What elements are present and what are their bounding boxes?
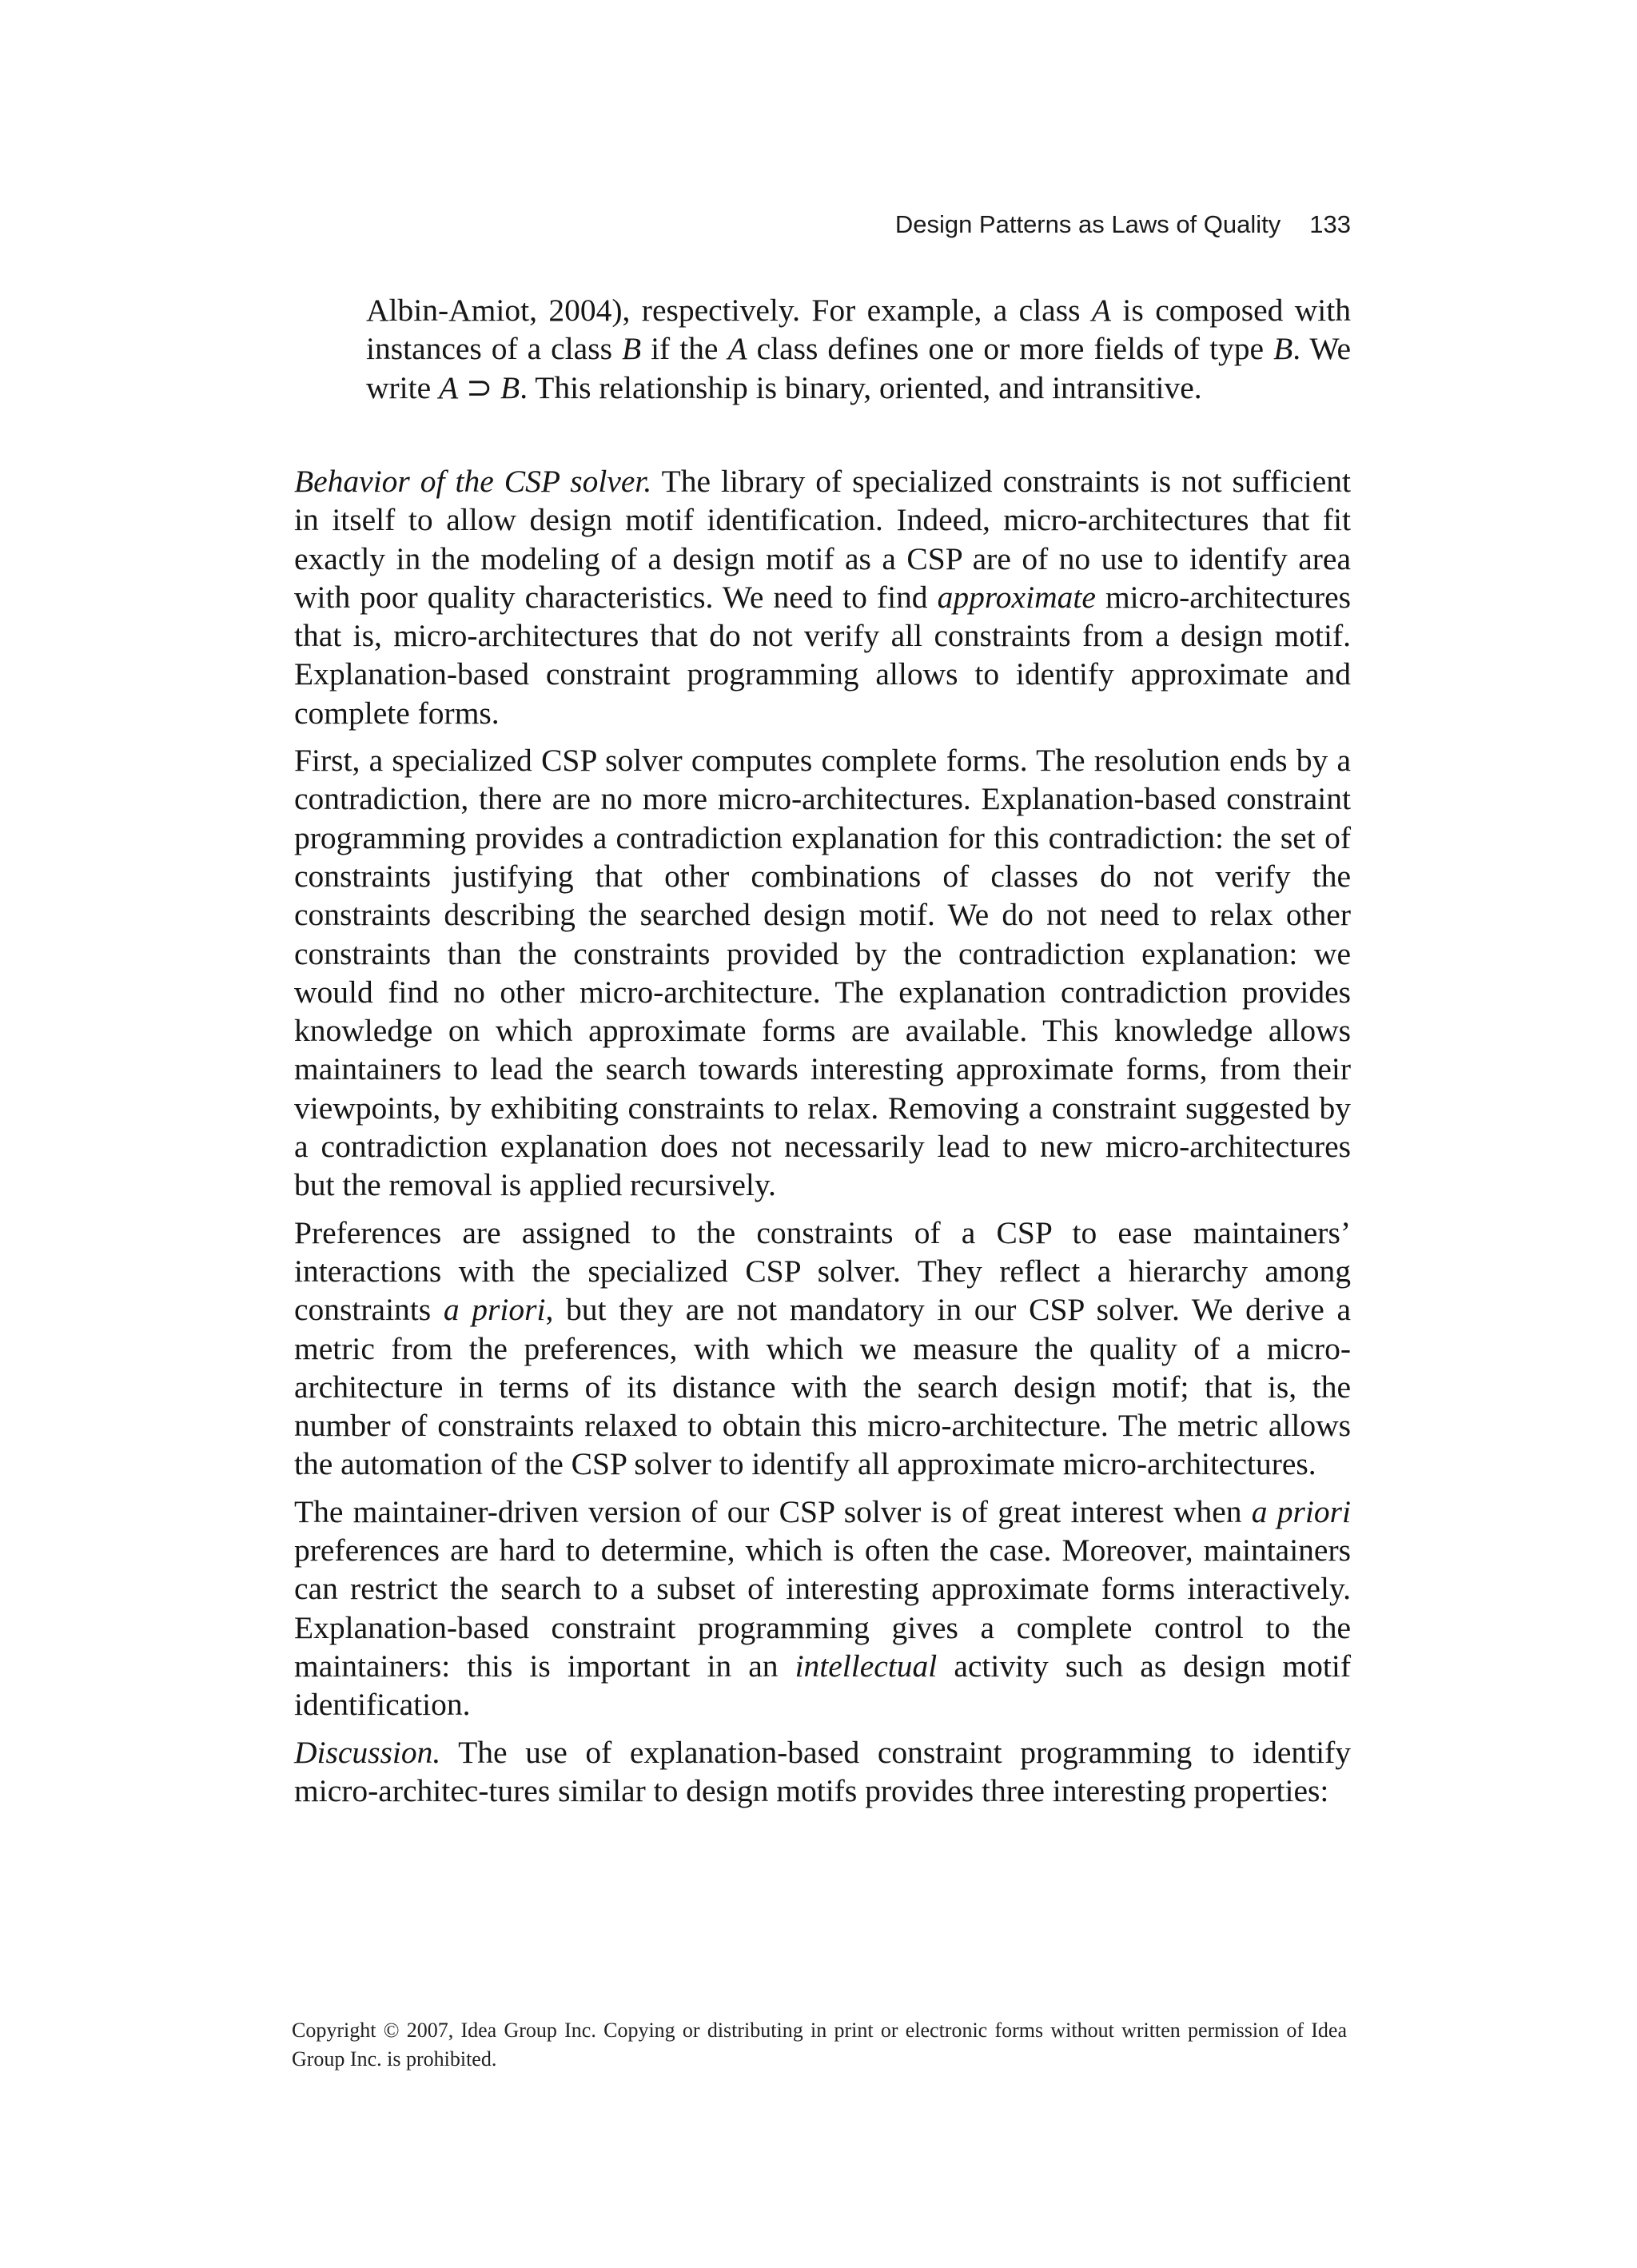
paragraph-behavior: Behavior of the CSP solver. The library of specialized constraints is not sufficient in itself to allow design motif identification. Indeed, micro-architectures that fit exactly in the modeling of a design motif as a CSP are of no use to identify area with poor quality characteristics. We need to find approximate micro-architectures that is, micro-architectures that do not verify all constraints from a design motif. Explanation-based constraint programming allows to identify approximate and complete forms.	[294, 464, 1351, 731]
running-head	[799, 210, 1351, 239]
page-number: 133	[1309, 210, 1351, 238]
copyright-footer: Copyright © 2007, Idea Group Inc. Copying or distributing in print or electronic forms without written permission of Idea Group Inc. is prohibited.	[292, 2019, 1347, 2071]
main-body	[294, 462, 1351, 1810]
running-title: Design Patterns as Laws of Quality	[894, 210, 1281, 238]
paragraph-discussion: Discussion. The use of explanation-based constraint programming to identify micro-architec-tures similar to design motifs provides three interesting properties:	[294, 1734, 1351, 1808]
run-in-heading-behavior: Behavior of the CSP solver.	[294, 464, 652, 499]
continuation-paragraph: Albin-Amiot, 2004), respectively. For example, a class A is composed with instances of a class B if the A class defines one or more fields of type B. We write A ⊃ B. This relationship is binary, oriented, and intransitive.	[366, 293, 1352, 405]
paragraph-maintainer: The maintainer-driven version of our CSP solver is of great interest when a priori preferences are hard to determine, which is often the case. Moreover, maintainers can restrict the search to a subset of interesting approximate forms interactively. Explanation-based constraint programming gives a complete control to the maintainers: this is important in an intellectual activity such as design motif identification.	[294, 1493, 1351, 1723]
run-in-heading-discussion: Discussion.	[294, 1734, 441, 1770]
paragraph-first: First, a specialized CSP solver computes complete forms. The resolution ends by a contradiction, there are no more micro-architectures. Explanation-based constraint programming provides a contradiction explanation for this contradiction: the set of constraints justifying that other combinations of classes do not verify the constraints describing the searched design motif. We do not need to relax other constraints than the constraints provided by the contradiction explanation: we would find no other micro-architecture. The explanation contradiction provides knowledge on which approximate forms are available. This knowledge allows maintainers to lead the search towards interesting approximate forms, from their viewpoints, by exhibiting constraints to relax. Removing a constraint suggested by a contradiction explanation does not necessarily lead to new micro-architectures but the removal is applied recursively.	[294, 743, 1351, 1203]
paragraph-preferences: Preferences are assigned to the constraints of a CSP to ease maintainers’ interactions with the specialized CSP solver. They reflect a hierarchy among constraints a priori, but they are not mandatory in our CSP solver. We derive a metric from the preferences, with which we measure the quality of a micro-architecture in terms of its distance with the search design motif; that is, the number of constraints relaxed to obtain this micro-architecture. The metric allows the automation of the CSP solver to identify all approximate micro-architectures.	[294, 1214, 1351, 1482]
